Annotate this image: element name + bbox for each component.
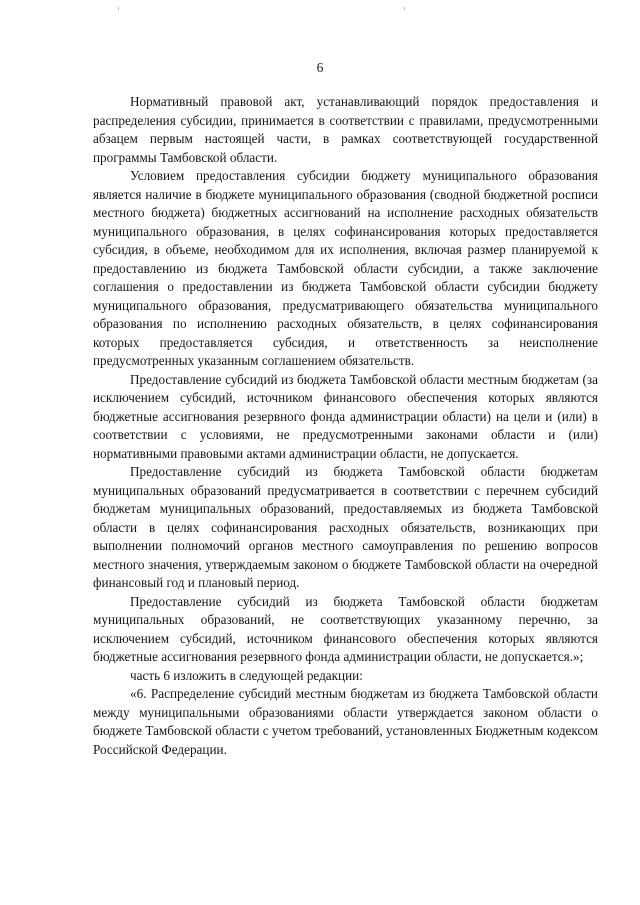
paragraph: Предоставление субсидий из бюджета Тамбовской области местным бюджетам (за исключением субсидий, источником финансового обеспечения которых являются бюджетные ассигнования резервного фонда администрации области) на цели и (или) в соответствии с условиями, не предусмотренными законами области и (или) нормативными правовыми актами администрации области, не допускается.: [93, 371, 598, 461]
scan-artifact: [404, 7, 405, 10]
paragraph: Условием предоставления субсидии бюджету муниципального образования является наличие в бюджете муниципального образования (сводной бюджетной росписи местного бюджета) бюджетных ассигнований на исполнение расходных обязательств муниципального образования, в целях софинансирования которых предоставляется субсидия, в объеме, необходимом для их исполнения, включая размер планируемой к предоставлению из бюджета Тамбовской области субсидии, а также заключение соглашения о предоставлении из бюджета Тамбовской области субсидии бюджету муниципального образования, предусматривающего обязательства муниципального образования по исполнению расходных обязательств, в целях софинансирования которых предоставляется субсидия, и ответственность за неисполнение предусмотренных указанным соглашением обязательств.: [93, 168, 598, 368]
paragraph: Предоставление субсидий из бюджета Тамбовской области бюджетам муниципальных образований предусматривается в соответствии с перечнем субсидий бюджетам муниципальных образований, предоставляемых из бюджета Тамбовской области в целях софинансирования расходных обязательств, возникающих при выполнении полномочий органов местного самоуправления по решению вопросов местного значения, утверждаемым законом о бюджете Тамбовской области на очередной финансовый год и плановый период.: [93, 464, 598, 590]
paragraph: «6. Распределение субсидий местным бюджетам из бюджета Тамбовской области между муниципальными образованиями области утверждается законом области о бюджете Тамбовской области с учетом требований, установленных Бюджетным кодексом Российской Федерации.: [93, 686, 598, 757]
paragraph: часть 6 изложить в следующей редакции:: [130, 667, 363, 683]
page-number: 6: [316, 60, 324, 75]
paragraph: Нормативный правовой акт, устанавливающий порядок предоставления и распределения субсидии, принимается в соответствии с правилами, предусмотренными абзацем первым настоящей части, в рамках соответствующей государственной программы Тамбовской области.: [93, 94, 598, 165]
document-body: [93, 93, 598, 759]
scan-artifact: [118, 7, 119, 10]
paragraph: Предоставление субсидий из бюджета Тамбовской области бюджетам муниципальных образований, не соответствующих указанному перечню, за исключением субсидий, источником финансового обеспечения которых являются бюджетные ассигнования резервного фонда администрации области, не допускается.»;: [93, 593, 598, 664]
